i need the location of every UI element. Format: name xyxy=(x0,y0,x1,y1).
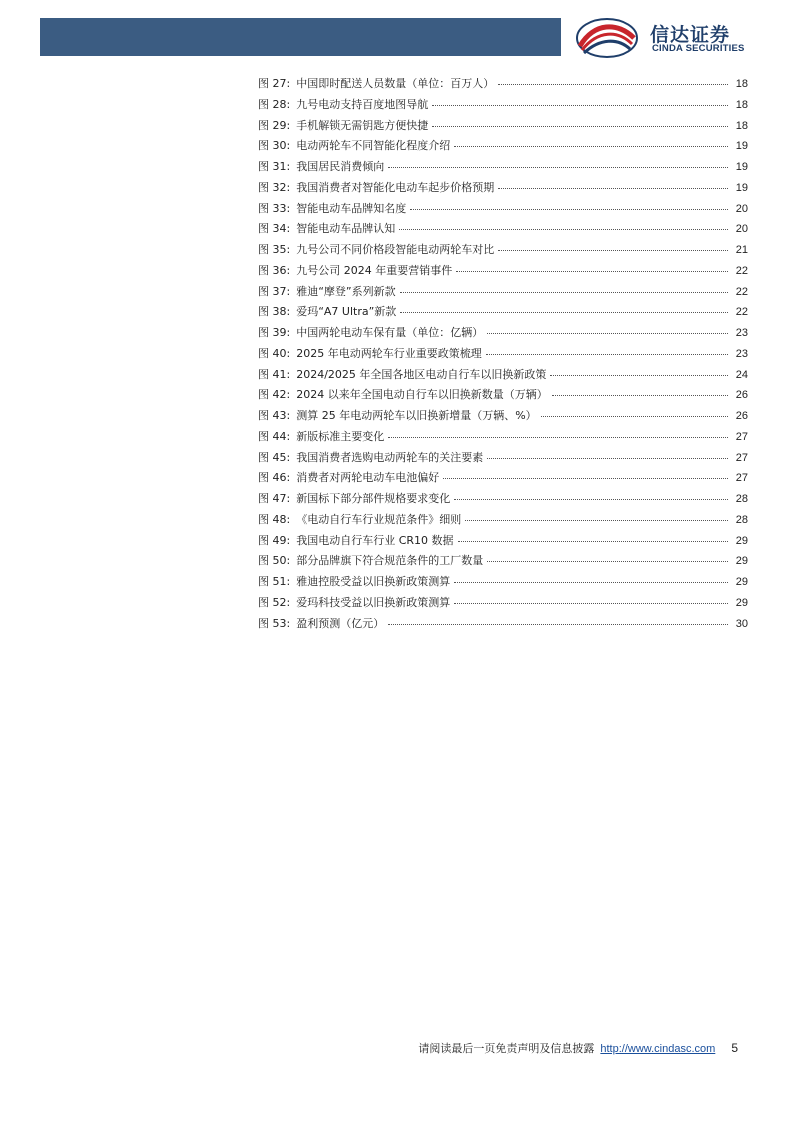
toc-leader-dots xyxy=(410,209,728,210)
toc-entry-page: 27 xyxy=(735,430,748,443)
toc-leader-dots xyxy=(498,188,728,189)
toc-entry-label: 图 28: xyxy=(258,97,291,111)
toc-entry-label: 图 33: xyxy=(258,201,291,215)
toc-entry-label: 图 47: xyxy=(258,492,291,505)
figure-list xyxy=(258,74,748,634)
toc-entry-label: 图 42: xyxy=(258,388,291,402)
toc-entry-page: 23 xyxy=(735,347,748,360)
toc-entry-title: 新版标准主要变化 xyxy=(296,429,385,443)
toc-entry[interactable] xyxy=(258,406,748,427)
toc-entry-page: 29 xyxy=(735,576,748,588)
toc-leader-dots xyxy=(487,561,728,562)
toc-entry[interactable] xyxy=(258,199,748,220)
toc-entry[interactable] xyxy=(258,136,748,157)
toc-leader-dots xyxy=(388,167,728,168)
toc-leader-dots xyxy=(454,146,728,147)
toc-entry[interactable] xyxy=(258,468,748,489)
toc-entry-label: 图 46: xyxy=(258,471,291,485)
toc-entry[interactable] xyxy=(258,572,748,593)
toc-entry-page: 18 xyxy=(735,119,748,132)
toc-entry-label: 图 52: xyxy=(258,595,291,609)
toc-entry-title: 中国即时配送人员数量（单位：百万人） xyxy=(296,77,495,90)
toc-entry-title: 2025 年电动两轮车行业重要政策梳理 xyxy=(296,346,482,360)
toc-entry-label: 图 36: xyxy=(258,263,291,277)
toc-entry-page: 29 xyxy=(735,555,748,568)
toc-entry-title: 智能电动车品牌知名度 xyxy=(296,201,407,215)
toc-entry-title: 九号公司 2024 年重要营销事件 xyxy=(296,263,453,277)
toc-entry-page: 27 xyxy=(735,472,748,485)
toc-leader-dots xyxy=(487,333,728,334)
toc-entry-label: 图 41: xyxy=(258,367,291,381)
toc-entry-page: 28 xyxy=(735,493,748,505)
toc-entry-label: 图 32: xyxy=(258,180,291,194)
toc-leader-dots xyxy=(388,624,728,625)
toc-entry-title: 我国电动自行车行业 CR10 数据 xyxy=(296,533,454,547)
toc-entry-page: 18 xyxy=(735,78,748,90)
toc-entry-title: 测算 25 年电动两轮车以旧换新增量（万辆、%） xyxy=(296,409,537,422)
toc-entry-label: 图 39: xyxy=(258,326,291,339)
toc-entry-label: 图 40: xyxy=(258,346,291,360)
toc-entry-title: 爱玛科技受益以旧换新政策测算 xyxy=(296,595,451,609)
header-banner xyxy=(40,18,561,56)
toc-entry[interactable] xyxy=(258,116,748,137)
toc-entry[interactable] xyxy=(258,74,748,95)
toc-leader-dots xyxy=(388,437,728,438)
toc-entry-title: 部分品牌旗下符合规范条件的工厂数量 xyxy=(296,554,484,568)
toc-entry-page: 22 xyxy=(735,285,748,298)
toc-entry-label: 图 31: xyxy=(258,160,291,173)
toc-entry[interactable] xyxy=(258,344,748,365)
toc-leader-dots xyxy=(400,292,728,293)
toc-entry-page: 19 xyxy=(735,140,748,153)
toc-entry[interactable] xyxy=(258,385,748,406)
toc-entry[interactable] xyxy=(258,531,748,552)
toc-leader-dots xyxy=(432,105,728,106)
toc-entry[interactable] xyxy=(258,302,748,323)
toc-entry[interactable] xyxy=(258,240,748,261)
toc-entry-title: 雅迪“摩登”系列新款 xyxy=(296,284,396,298)
toc-entry-page: 19 xyxy=(735,161,748,173)
toc-entry-title: 电动两轮车不同智能化程度介绍 xyxy=(296,139,451,153)
toc-entry-page: 20 xyxy=(735,202,748,215)
toc-entry-page: 22 xyxy=(735,306,748,319)
toc-entry[interactable] xyxy=(258,261,748,282)
toc-entry-label: 图 45: xyxy=(258,450,291,464)
toc-entry-label: 图 43: xyxy=(258,409,291,422)
toc-entry-page: 23 xyxy=(735,327,748,339)
toc-leader-dots xyxy=(541,416,728,417)
toc-entry-title: 《电动自行车行业规范条件》细则 xyxy=(296,512,462,526)
toc-entry-title: 消费者对两轮电动车电池偏好 xyxy=(296,471,440,485)
toc-entry-title: 新国标下部分部件规格要求变化 xyxy=(296,492,451,505)
toc-leader-dots xyxy=(400,312,728,313)
toc-entry[interactable] xyxy=(258,510,748,531)
toc-leader-dots xyxy=(454,603,728,604)
logo-chinese-name: 信达证券 xyxy=(650,24,731,46)
page-number: 5 xyxy=(731,1041,738,1055)
toc-leader-dots xyxy=(465,520,728,521)
toc-entry-title: 中国两轮电动车保有量（单位：亿辆） xyxy=(296,326,484,339)
toc-entry-title: 2024/2025 年全国各地区电动自行车以旧换新政策 xyxy=(296,367,547,381)
toc-entry-page: 22 xyxy=(735,264,748,277)
toc-entry-label: 图 29: xyxy=(258,118,291,132)
toc-entry-label: 图 34: xyxy=(258,222,291,236)
toc-entry-page: 28 xyxy=(735,513,748,526)
toc-leader-dots xyxy=(399,229,728,230)
toc-entry-page: 29 xyxy=(735,596,748,609)
toc-entry-title: 爱玛“A7 Ultra”新款 xyxy=(296,305,397,319)
toc-entry[interactable] xyxy=(258,157,748,178)
toc-leader-dots xyxy=(443,478,728,479)
toc-leader-dots xyxy=(498,84,728,85)
toc-entry-label: 图 53: xyxy=(258,616,291,630)
toc-entry-title: 雅迪控股受益以旧换新政策测算 xyxy=(296,575,451,588)
toc-entry[interactable] xyxy=(258,593,748,614)
cinda-logo-mark-icon xyxy=(574,16,640,60)
toc-entry-page: 18 xyxy=(735,98,748,111)
toc-leader-dots xyxy=(498,250,728,251)
toc-entry-title: 智能电动车品牌认知 xyxy=(296,222,396,236)
toc-entry-label: 图 37: xyxy=(258,284,291,298)
toc-entry[interactable] xyxy=(258,323,748,344)
toc-entry-label: 图 27: xyxy=(258,77,291,90)
toc-entry-title: 手机解锁无需钥匙方便快捷 xyxy=(296,118,429,132)
toc-entry-title: 我国消费者选购电动两轮车的关注要素 xyxy=(296,450,484,464)
toc-leader-dots xyxy=(487,458,728,459)
toc-leader-dots xyxy=(552,395,728,396)
toc-entry-title: 我国消费者对智能化电动车起步价格预期 xyxy=(296,180,495,194)
logo-english-name: CINDA SECURITIES xyxy=(652,43,745,54)
toc-entry-page: 29 xyxy=(735,534,748,547)
toc-entry-title: 我国居民消费倾向 xyxy=(296,160,385,173)
toc-leader-dots xyxy=(550,375,728,376)
toc-leader-dots xyxy=(454,582,728,583)
toc-entry-page: 27 xyxy=(735,451,748,464)
footer-disclaimer: 请阅读最后一页免责声明及信息披露 xyxy=(418,1042,595,1055)
toc-entry[interactable] xyxy=(258,282,748,303)
toc-entry[interactable] xyxy=(258,219,748,240)
toc-leader-dots xyxy=(432,126,728,127)
toc-entry-title: 盈利预测（亿元） xyxy=(296,616,385,630)
toc-entry[interactable] xyxy=(258,551,748,572)
toc-entry-label: 图 48: xyxy=(258,512,291,526)
toc-entry-label: 图 50: xyxy=(258,554,291,568)
toc-entry-page: 20 xyxy=(735,223,748,236)
toc-leader-dots xyxy=(456,271,728,272)
cinda-logo xyxy=(574,16,774,60)
toc-entry[interactable] xyxy=(258,95,748,116)
toc-entry[interactable] xyxy=(258,365,748,386)
toc-entry-label: 图 49: xyxy=(258,533,291,547)
toc-leader-dots xyxy=(458,541,728,542)
toc-entry-title: 2024 以来年全国电动自行车以旧换新数量（万辆） xyxy=(296,388,548,402)
page-footer xyxy=(418,1040,738,1056)
toc-leader-dots xyxy=(486,354,728,355)
toc-entry-page: 30 xyxy=(735,617,748,630)
toc-entry[interactable] xyxy=(258,489,748,510)
toc-entry[interactable] xyxy=(258,178,748,199)
toc-entry-title: 九号电动支持百度地图导航 xyxy=(296,97,429,111)
toc-entry-page: 19 xyxy=(735,181,748,194)
toc-entry-page: 26 xyxy=(735,410,748,422)
toc-entry-label: 图 30: xyxy=(258,139,291,153)
toc-leader-dots xyxy=(454,499,728,500)
toc-entry-label: 图 44: xyxy=(258,429,291,443)
toc-entry-label: 图 35: xyxy=(258,243,291,256)
toc-entry-title: 九号公司不同价格段智能电动两轮车对比 xyxy=(296,243,495,256)
toc-entry-page: 24 xyxy=(735,368,748,381)
toc-entry[interactable] xyxy=(258,448,748,469)
toc-entry-page: 21 xyxy=(735,244,748,256)
toc-entry-label: 图 51: xyxy=(258,575,291,588)
toc-entry-label: 图 38: xyxy=(258,305,291,319)
toc-entry[interactable] xyxy=(258,427,748,448)
toc-entry[interactable] xyxy=(258,614,748,635)
footer-website-link[interactable]: http://www.cindasc.com xyxy=(600,1043,716,1055)
toc-entry-page: 26 xyxy=(735,389,748,402)
